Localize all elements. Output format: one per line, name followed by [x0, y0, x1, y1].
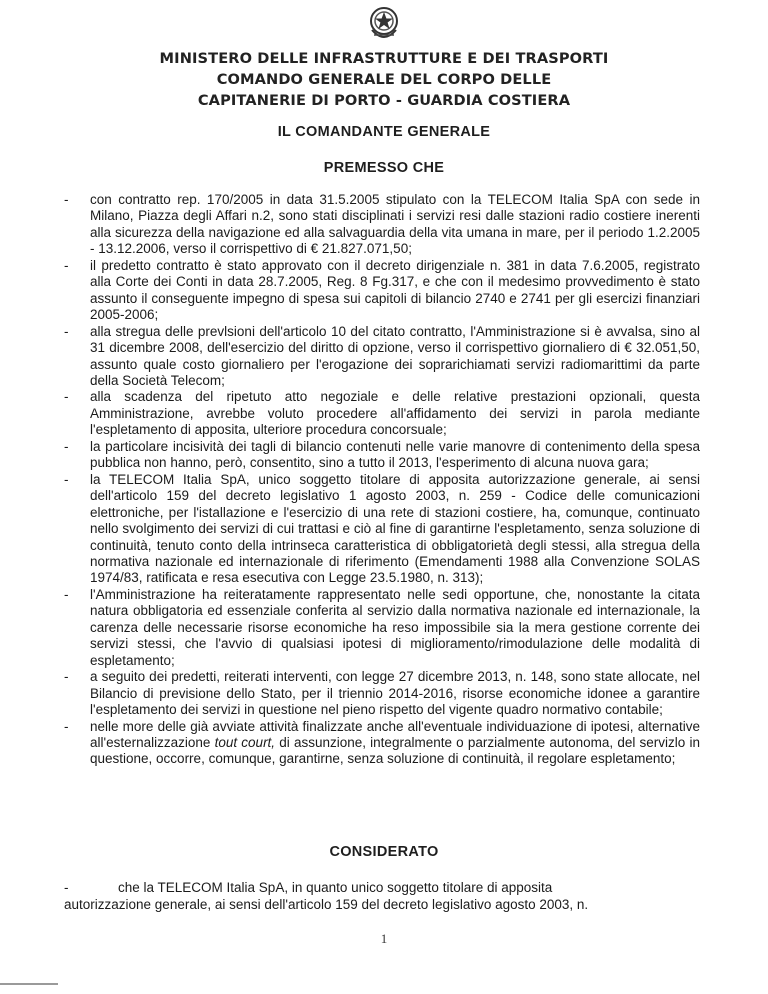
list-item-text: con contratto rep. 170/2005 in data 31.5.2005 stipulato con la TELECOM Italia SpA con sede in Milano, Piazza degli Affari n.2, sono stati disciplinati i servizi resi dalle stazioni radio costiere inerenti alla sicurezza della navigazione ed alla salvaguardia della vita umana in mare, per il periodo 1.2.2005 - 13.12.2006, verso il corrispettivo di € 21.827.071,50; [90, 192, 700, 257]
bullet-dash: - [64, 192, 69, 207]
list-item [64, 192, 700, 258]
bullet-dash: - [64, 257, 69, 273]
list-item-text: il predetto contratto è stato approvato con il decreto dirigenziale n. 381 in data 7.6.2005, registrato alla Corte dei Conti in data 28.7.2005, Reg. 8 Fg.317, e che con il medesimo provvedimento è stato assunto il conseguente impegno di spesa sui capitoli di bilancio 2740 e 2741 per gli esercizi finanziari 2005-2006; [90, 257, 700, 323]
bullet-dash: - [64, 471, 69, 487]
bullet-dash: - [64, 438, 69, 454]
italian-republic-emblem-icon [367, 4, 401, 42]
considerato-line-2: autorizzazione generale, ai sensi dell'articolo 159 del decreto legislativo agosto 2003, n. [64, 897, 589, 912]
bullet-dash: - [64, 669, 69, 685]
ministry-header [0, 48, 768, 111]
list-item-text: a seguito dei predetti, reiterati interventi, con legge 27 dicembre 2013, n. 148, sono state allocate, nel Bilancio di previsione dello Stato, per il triennio 2014-2016, risorse economiche idonee a garantire l'espletamento dei servizi in questione nel pieno rispetto del vigente quadro normativo contabile; [90, 669, 700, 718]
list-item-text-italic: tout court, [214, 734, 276, 750]
list-item-text: l'Amministrazione ha reiteratamente rappresentato nelle sedi opportune, che, nonostante la citata natura obbligatoria ed essenziale conferita al servizio dalla normativa nazionale ed internazionale, la carenza delle necessarie risorse economiche ha reso impossibile sia la mera gestione corrente dei servizi stessi, che l'avvio di qualsiasi ipotesi di miglioramento/rimodulazione delle modalità di espletamento; [90, 586, 700, 668]
list-item-text: la particolare incisività dei tagli di bilancio contenuti nelle varie manovre di contenimento della spesa pubblica non hanno, però, consentito, sino a tutto il 2013, l'esperimento di alcuna nuova gara; [90, 438, 700, 471]
list-item [64, 587, 700, 669]
list-item [64, 324, 700, 390]
bullet-dash: - [64, 323, 69, 339]
header-line-ministry: MINISTERO DELLE INFRASTRUTTURE E DEI TRASPORTI [159, 50, 609, 67]
bullet-dash: - [64, 389, 69, 405]
list-item [64, 389, 700, 438]
header-line-coast-guard: CAPITANERIE DI PORTO - GUARDIA COSTIERA [197, 92, 571, 109]
list-item [64, 258, 700, 324]
list-item [64, 439, 700, 472]
considerato-line-1: che la TELECOM Italia SpA, in quanto unico soggetto titolare di apposita [118, 880, 553, 895]
considerato-heading: CONSIDERATO [329, 844, 439, 860]
list-item [64, 472, 700, 587]
scan-artifact-line [0, 983, 58, 985]
list-item [64, 669, 700, 718]
bullet-dash: - [64, 880, 69, 895]
list-item-text-before: nelle more delle già avviate attività finalizzate anche all'eventuale individuazione di ipotesi, alternative all'esternalizzazione [90, 718, 700, 750]
list-item-text-after: di assunzione, integralmente o parzialmente autonoma, del servizlo in questione, occorre, comunque, garantirne, senza soluzione di continuità, il regolare espletamento; [90, 734, 700, 767]
list-item-text: alla stregua delle prevlsioni dell'articolo 10 del citato contratto, l'Amministrazione si è avvalsa, sino al 31 dicembre 2008, dell'esercizio del diritto di opzione, verso il corrispettivo giornaliero di € 32.051,50, assunto quale costo giornaliero per l'erogazione dei soprarichiamati servizi radiomarittimi da parte della Società Telecom; [90, 323, 700, 388]
premesso-heading: PREMESSO CHE [323, 160, 445, 176]
page-number: 1 [380, 931, 388, 946]
bullet-dash: - [64, 586, 69, 602]
commander-title: IL COMANDANTE GENERALE [277, 124, 491, 140]
list-item-text: la TELECOM Italia SpA, unico soggetto titolare di apposita autorizzazione generale, ai sensi dell'articolo 159 del decreto legislativo 1 agosto 2003, n. 259 - Codice delle comunicazioni elettroniche, per l'istallazione e l'esercizio di una rete di stazioni costiere, ha, comunque, continuato nello svolgimento dei servizi di cui trattasi e ciò al fine di garantirne l'espletamento, senza soluzione di continuità, tenuto conto della intrinseca caratteristica di obbligatorietà degli stessi, alla stregua della normativa nazionale ed internazionale di riferimento (Emendamenti 1988 alla Convenzione SOLAS 1974/83, ratificata e resa esecutiva con Legge 23.5.1980, n. 313); [90, 471, 700, 586]
considerato-paragraph [64, 879, 700, 913]
bullet-dash: - [64, 718, 69, 734]
header-line-command: COMANDO GENERALE DEL CORPO DELLE [216, 71, 552, 88]
premesse-list [64, 192, 700, 768]
list-item-text: alla scadenza del ripetuto atto negoziale e delle relative prestazioni opzionali, questa Amministrazione, avrebbe voluto procedere all'affidamento dei servizi in parola mediante l'espletamento di apposita, ulteriore procedura concorsuale; [90, 389, 700, 438]
list-item [64, 719, 700, 768]
